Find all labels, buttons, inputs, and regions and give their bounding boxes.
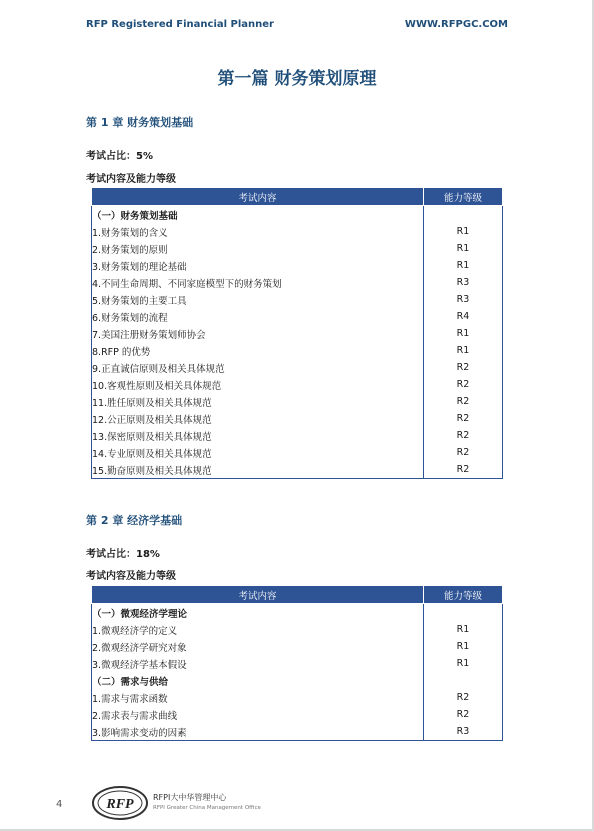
table-group-row xyxy=(92,206,503,224)
header-left-title: RFP Registered Financial Planner xyxy=(86,19,274,30)
table-row xyxy=(92,393,503,410)
table-row xyxy=(92,427,503,444)
content-cell: 1.微观经济学的定义 xyxy=(92,625,178,637)
chapter-2-heading: 第 2 章 经济学基础 xyxy=(86,514,183,527)
level-cell: R1 xyxy=(424,342,503,359)
level-cell: R1 xyxy=(424,223,503,240)
table-row xyxy=(92,689,503,706)
logo-text: RFP xyxy=(106,797,134,812)
level-cell: R2 xyxy=(424,706,503,723)
column-header-level: 能力等级 xyxy=(424,188,503,206)
chapter-1-table xyxy=(91,187,503,479)
level-cell: R4 xyxy=(424,308,503,325)
content-cell: 1.财务策划的含义 xyxy=(92,227,168,239)
table-row xyxy=(92,444,503,461)
level-cell: R2 xyxy=(424,461,503,479)
content-cell: 11.胜任原则及相关具体规范 xyxy=(92,397,212,409)
table-row xyxy=(92,376,503,393)
level-cell: R3 xyxy=(424,723,503,741)
content-cell: 4.不同生命周期、不同家庭模型下的财务策划 xyxy=(92,278,282,290)
header-website: WWW.RFPGC.COM xyxy=(404,19,508,30)
chapter-2-table-caption: 考试内容及能力等级 xyxy=(86,571,176,582)
content-cell: 2.财务策划的原则 xyxy=(92,244,168,256)
table-row xyxy=(92,223,503,240)
group-title-cell: （一）财务策划基础 xyxy=(92,210,178,222)
table-row xyxy=(92,706,503,723)
content-cell: 2.微观经济学研究对象 xyxy=(92,642,187,654)
group-title-cell: （二）需求与供给 xyxy=(92,676,169,688)
table-row xyxy=(92,291,503,308)
page-number: 4 xyxy=(56,799,63,810)
level-cell: R1 xyxy=(424,240,503,257)
content-cell: 14.专业原则及相关具体规范 xyxy=(92,448,212,460)
level-cell: R2 xyxy=(424,689,503,706)
chapter-1-exam-ratio: 考试占比：5% xyxy=(86,151,153,162)
table-row xyxy=(92,621,503,638)
table-row xyxy=(92,655,503,672)
table-row xyxy=(92,274,503,291)
table-header-row xyxy=(92,586,503,604)
table-row xyxy=(92,638,503,655)
content-cell: 9.正直诚信原则及相关具体规范 xyxy=(92,363,225,375)
content-cell: 12.公正原则及相关具体规范 xyxy=(92,414,212,426)
content-cell: 2.需求表与需求曲线 xyxy=(92,710,178,722)
column-header-level: 能力等级 xyxy=(424,586,503,604)
page-title: 第一篇 财务策划原理 xyxy=(217,69,377,89)
table-row xyxy=(92,308,503,325)
chapter-2-exam-ratio: 考试占比：18% xyxy=(86,549,160,560)
level-cell xyxy=(424,604,503,622)
level-cell xyxy=(424,672,503,689)
level-cell xyxy=(424,206,503,224)
chapter-1-table-caption: 考试内容及能力等级 xyxy=(86,174,176,185)
level-cell: R1 xyxy=(424,638,503,655)
table-row xyxy=(92,342,503,359)
level-cell: R1 xyxy=(424,257,503,274)
content-cell: 3.财务策划的理论基础 xyxy=(92,261,187,273)
level-cell: R3 xyxy=(424,274,503,291)
content-cell: 3.影响需求变动的因素 xyxy=(92,727,187,739)
table-row xyxy=(92,257,503,274)
content-cell: 3.微观经济学基本假设 xyxy=(92,659,187,671)
level-cell: R2 xyxy=(424,393,503,410)
content-cell: 10.客观性原则及相关具体规范 xyxy=(92,380,222,392)
level-cell: R2 xyxy=(424,427,503,444)
content-cell: 7.美国注册财务策划师协会 xyxy=(92,329,206,341)
table-group-row xyxy=(92,672,503,689)
group-title-cell: （一）微观经济学理论 xyxy=(92,608,188,620)
content-cell: 8.RFP 的优势 xyxy=(92,346,151,358)
rfp-logo xyxy=(91,784,149,826)
table-row xyxy=(92,240,503,257)
level-cell: R1 xyxy=(424,621,503,638)
table-row xyxy=(92,461,503,479)
column-header-content: 考试内容 xyxy=(92,586,424,604)
table-row xyxy=(92,723,503,741)
chapter-1-heading: 第 1 章 财务策划基础 xyxy=(86,116,194,129)
content-cell: 5.财务策划的主要工具 xyxy=(92,295,187,307)
level-cell: R2 xyxy=(424,410,503,427)
column-header-content: 考试内容 xyxy=(92,188,424,206)
level-cell: R2 xyxy=(424,359,503,376)
level-cell: R2 xyxy=(424,376,503,393)
org-name: RFPI大中华管理中心 xyxy=(153,793,227,802)
table-row xyxy=(92,410,503,427)
table-group-row xyxy=(92,604,503,622)
content-cell: 6.财务策划的流程 xyxy=(92,312,168,324)
content-cell: 13.保密原则及相关具体规范 xyxy=(92,431,212,443)
level-cell: R3 xyxy=(424,291,503,308)
level-cell: R2 xyxy=(424,444,503,461)
table-row xyxy=(92,325,503,342)
content-cell: 15.勤奋原则及相关具体规范 xyxy=(92,465,212,477)
content-cell: 1.需求与需求函数 xyxy=(92,693,168,705)
table-header-row xyxy=(92,188,503,206)
table-row xyxy=(92,359,503,376)
chapter-2-table xyxy=(91,585,503,741)
level-cell: R1 xyxy=(424,325,503,342)
org-name-en: RFPI Greater China Management Office xyxy=(153,805,261,811)
level-cell: R1 xyxy=(424,655,503,672)
